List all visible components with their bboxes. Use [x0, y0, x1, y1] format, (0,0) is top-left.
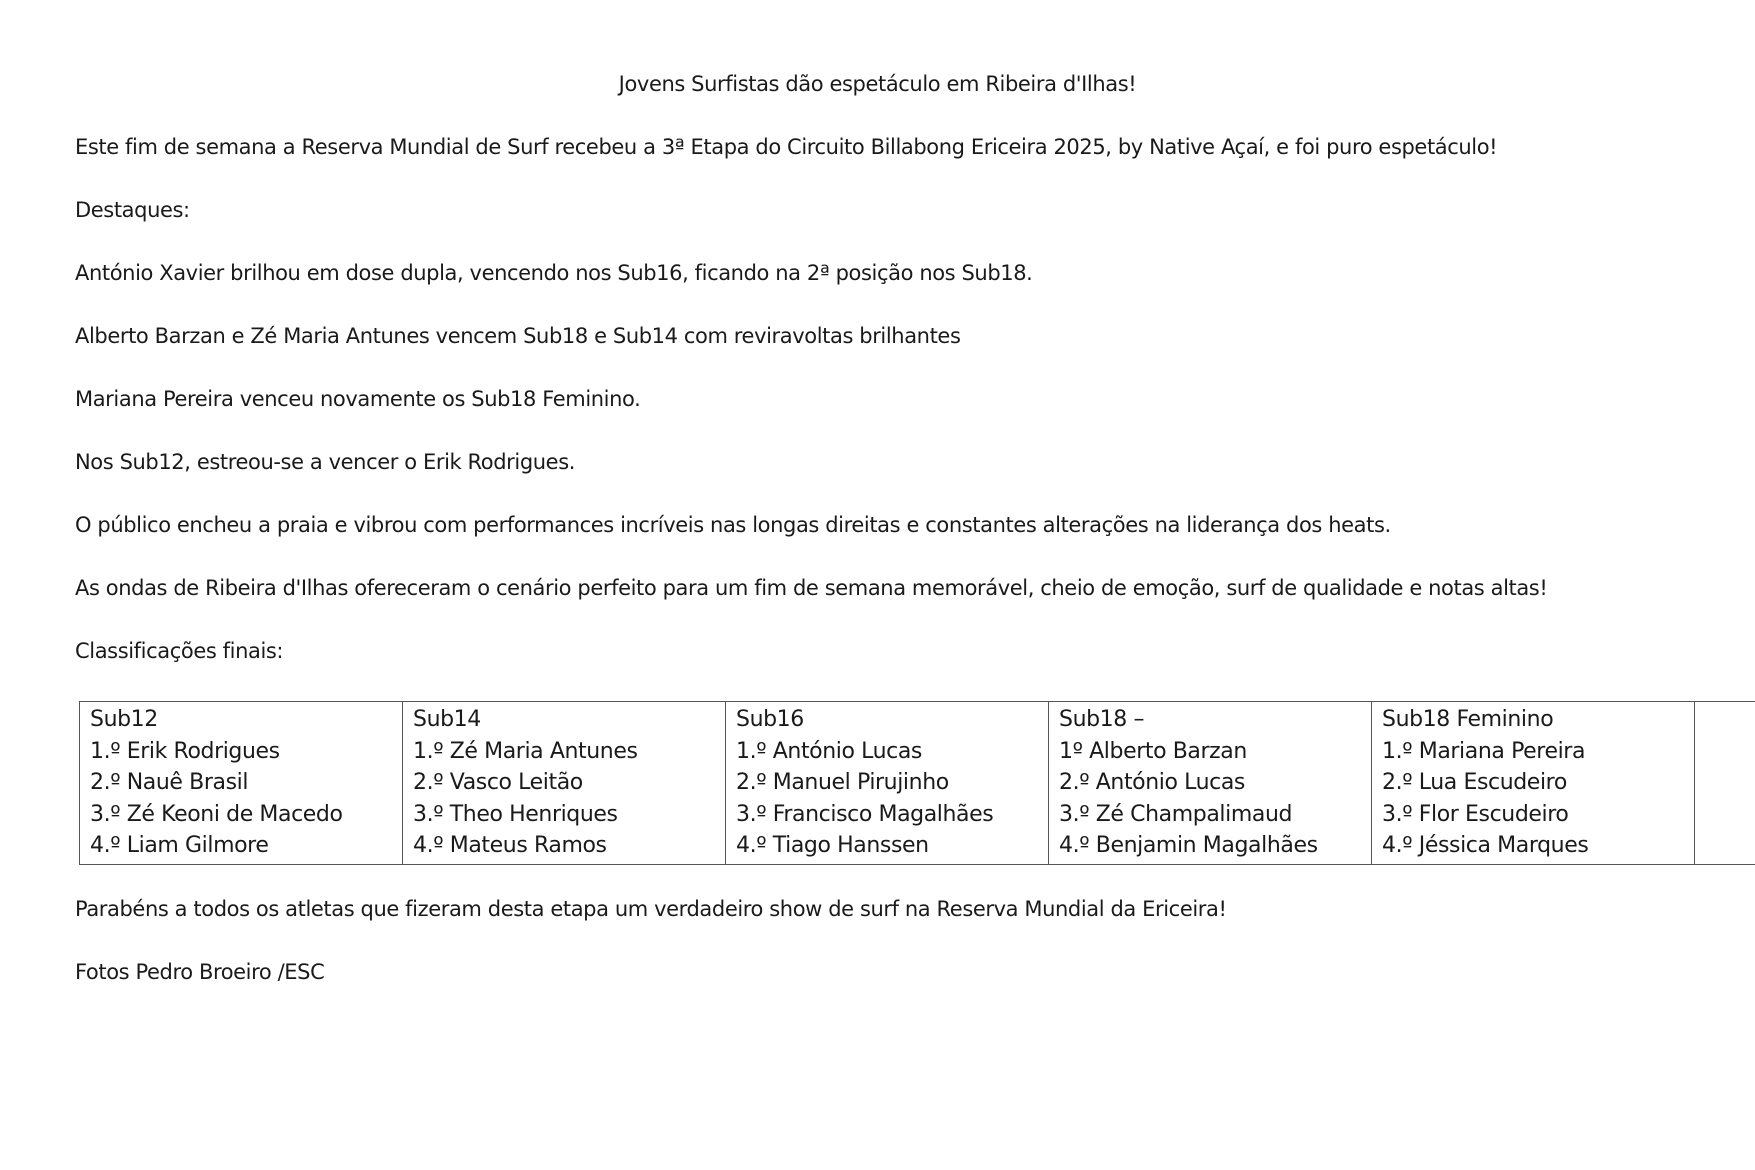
highlight-mariana-pereira: Mariana Pereira venceu novamente os Sub18 Feminino. — [75, 387, 641, 411]
intro-paragraph: Este fim de semana a Reserva Mundial de Surf recebeu a 3ª Etapa do Circuito Billabong Ericeira 2025, by Native Açaí, e foi puro espetáculo! — [75, 135, 1498, 159]
results-column-empty — [1695, 702, 1755, 865]
result-entry: 2.º António Lucas — [1059, 770, 1245, 795]
article-title: Jovens Surfistas dão espetáculo em Ribeira d'Ilhas! — [618, 72, 1137, 96]
result-entry: 4.º Benjamin Magalhães — [1059, 833, 1318, 858]
category-header: Sub18 – — [1059, 707, 1145, 732]
result-entry: 1.º Zé Maria Antunes — [413, 738, 638, 764]
classifications-heading: Classificações finais: — [75, 639, 284, 663]
table-row — [80, 702, 1755, 865]
highlight-antonio-xavier: António Xavier brilhou em dose dupla, vencendo nos Sub16, ficando na 2ª posição nos Sub18. — [75, 261, 1033, 285]
result-entry: 4.º Tiago Hanssen — [736, 833, 929, 858]
closing-paragraph: Parabéns a todos os atletas que fizeram desta etapa um verdadeiro show de surf na Reserva Mundial da Ericeira! — [75, 897, 1227, 921]
results-column-sub12 — [80, 702, 403, 865]
public-paragraph: O público encheu a praia e vibrou com performances incríveis nas longas direitas e constantes alterações na liderança dos heats. — [75, 513, 1391, 537]
results-table — [79, 701, 1755, 865]
result-entry: 2.º Nauê Brasil — [90, 770, 249, 795]
results-column-sub16 — [726, 702, 1049, 865]
result-entry: 4.º Jéssica Marques — [1382, 833, 1589, 858]
photo-credits: Fotos Pedro Broeiro /ESC — [75, 960, 325, 984]
result-entry: 4.º Liam Gilmore — [90, 833, 269, 858]
result-entry: 2.º Vasco Leitão — [413, 770, 583, 795]
result-entry: 3.º Zé Keoni de Macedo — [90, 801, 343, 827]
result-entry: 1º Alberto Barzan — [1059, 738, 1247, 764]
result-entry: 4.º Mateus Ramos — [413, 833, 607, 858]
result-entry: 3.º Francisco Magalhães — [736, 801, 994, 827]
category-header: Sub14 — [413, 707, 481, 732]
results-column-sub18-feminino — [1372, 702, 1695, 865]
result-entry: 1.º Erik Rodrigues — [90, 738, 280, 764]
result-entry: 2.º Manuel Pirujinho — [736, 770, 949, 795]
result-entry: 3.º Theo Henriques — [413, 801, 618, 827]
category-header: Sub18 Feminino — [1382, 707, 1554, 732]
result-entry: 1.º Mariana Pereira — [1382, 738, 1586, 764]
result-entry: 3.º Zé Champalimaud — [1059, 801, 1293, 827]
result-entry: 1.º António Lucas — [736, 738, 922, 764]
result-entry: 3.º Flor Escudeiro — [1382, 801, 1569, 827]
category-header: Sub12 — [90, 707, 158, 732]
highlight-barzan-antunes: Alberto Barzan e Zé Maria Antunes vencem Sub18 e Sub14 com reviravoltas brilhantes — [75, 324, 961, 348]
results-column-sub18 — [1049, 702, 1372, 865]
result-entry: 2.º Lua Escudeiro — [1382, 770, 1567, 795]
results-column-sub14 — [403, 702, 726, 865]
waves-paragraph: As ondas de Ribeira d'Ilhas ofereceram o cenário perfeito para um fim de semana memorável, cheio de emoção, surf de qualidade e notas altas! — [75, 576, 1548, 600]
highlight-erik-rodrigues: Nos Sub12, estreou-se a vencer o Erik Rodrigues. — [75, 450, 576, 474]
highlights-heading: Destaques: — [75, 198, 190, 222]
category-header: Sub16 — [736, 707, 804, 732]
